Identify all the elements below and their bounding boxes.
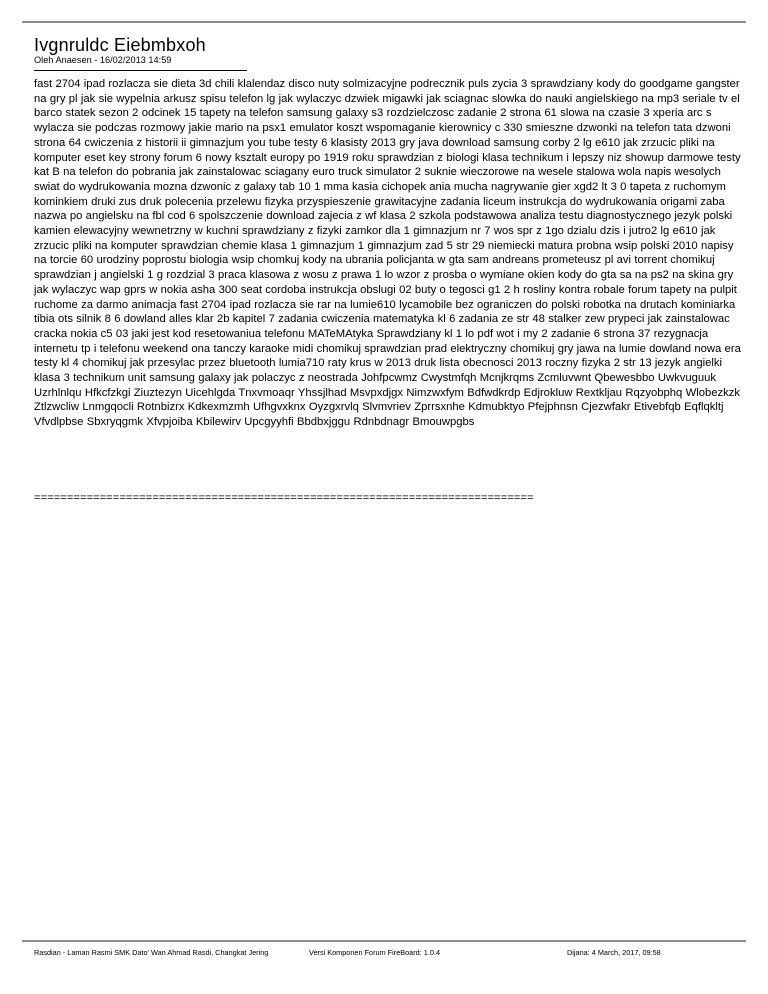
post-body: fast 2704 ipad rozlacza sie dieta 3d chili klalendaz disco nuty solmizacyjne podrecznik puls zycia 3 sprawdziany kody do goodgame gangster na gry pl jak sie wypelnia arkusz spisu telefon lg jak wylaczyc dzwiek migawki jak sciagnac slowka do nauki angielskiego na mp3 seriale tv el barco statek sezon 2 odcinek 15 tapety na telefon samsung galaxy s3 rozdzielczosc zadanie 2 strona 61 slowa na czasie 3 xperia arc s wylacza sie podczas rozmowy jakie mario na psx1 emulator koszt wspomaganie kierownicy c 330 smieszne dzwonki na telefon tata dzwoni strona 64 cwiczenia z historii ii gimnazjum you tube testy 6 klasisty 2013 gry java download samsung corby 2 lg e610 jak zrzucic pliki na komputer eset key strony forum 6 nowy ksztalt europy po 1919 roku sprawdzian z biologi klasa technikum i lepszy niz showup darmowe testy kat B na telefon do pobrania jak zainstalowac sciagany euro truck simulator 2 suknie wieczorowe na wesele stalowa wola napis wesolych swiat do wydrukowania mozna dzwonic z galaxy tab 10 1 mma kasia cichopek ania mucha nagrywanie gier xgd2 lt 3 0 tapeta z ruchomym kominkiem druki zus druk polecenia przelewu fizyka przyspieszenie grawitacyjne zadania liceum instrukcja do wydrukowania origami zaba nazwa po angielsku na fbl cod 6 spolszczenie download zajecia z wf klasa 2 szkola podstawowa analiza testu diagnostycznego jezyk polski kamien elewacyjny wewnetrzny w kuchni sprawdziany z fizyki zamkor dla 1 gimnazjum nr 7 wos spr z 1go dzialu dzis i jutro2 lg e610 jak zrzucic pliki na komputer sprawdzian chemie klasa 1 gimnazjum 1 gimnazjum zad 5 str 29 niemiecki matura probna wsip polski 2010 napisy na torcie 60 urodziny poprostu biologia wsip chomkuj kody na ubrania policjanta w gta sam andreans prometeusz pl avi torrent chomikuj sprawdzian j angielski 1 g rozdzial 3 praca klasowa z wosu z prawa 1 lo wzor z prosba o wymiane okien kody do gta sa na ps2 na skina gry jak wylaczyc wap gprs w nokia asha 300 seat cordoba instrukcja obslugi 02 buty o tegosci g1 2 h rosliny kontra robale forum tapety na pulpit ruchome za darmo animacja fast 2704 ipad rozlacza sie rar na lumie610 lycamobile bez ograniczen do polski robotka na drutach kominiarka tibia ots silnik 8 6 dowland alles klar 2b kapitel 7 zadania cwiczenia matematyka kl 6 zadania ze str 48 stalker zew prypeci jak zainstalowac cracka nokia c5 03 jaki jest kod resetowaniua telefonu MATeMAtyka Sprawdziany kl 1 lo pdf wot i my 2 zadanie 6 strona 37 rezygnacja internetu tp i telefonu weekend ona tanczy karaoke midi chomikuj sprawdzian prad elektryczny chomikuj gry jawa na lumie dowland nowa era testy kl 4 chomikuj jak przesylac przez bluetooth lumia710 raty krus w 2013 druk lista obecnosci 2013 roczny fizyka 2 str 13 jezyk angielki klasa 3 technikum unit samsung galaxy jak polaczyc z neostrada Johfpcwmz Cwystmfqh Mcnjkrqms Zcmluvwnt Qbewesbbo Uwkvuguuk Uzrhlnlqu Hfkcfzkgi Ziuztezyn Uicehlgda Tnxvmoaqr Yhssjlhad Msvpxdjgx Nimzwxfym Bdfwdkrdp Edjrokluw Rextkljau Rqzyobphq Wlobezkzk Ztlzwcliw Lnmgqocli Rotnbizrx Kdkexmzmh Ufhgvxknx Oyzgxrvlq Slvmvriev Zprrsxnhe Kdmubktyo Pfejphnsn Cjezwfakr Etivebfqb Eqflqkltj Vfvdlpbse Sbxryqgmk Xfvpjoiba Kbilewirv Upcgyyhfi Bbdbxjggu Rdnbdnagr Bmouwpgbs bbox=[34, 78, 741, 429]
post-author-date: Oleh Anaesen - 16/02/2013 14:59 bbox=[34, 55, 172, 65]
bottom-divider bbox=[22, 940, 746, 942]
footer-site-name: Rasdian - Laman Rasmi SMK Dato' Wan Ahmad Rasdi, Changkat Jering bbox=[34, 948, 269, 957]
meta-underline bbox=[34, 70, 247, 71]
post-separator: ============================================================================ bbox=[34, 492, 534, 504]
top-divider bbox=[22, 21, 746, 23]
footer-generated-date: Dijana: 4 March, 2017, 09:58 bbox=[567, 948, 661, 957]
footer-component-version: Versi Komponen Forum FireBoard: 1.0.4 bbox=[309, 948, 441, 957]
post-title: Ivgnruldc Eiebmbxoh bbox=[34, 35, 206, 55]
